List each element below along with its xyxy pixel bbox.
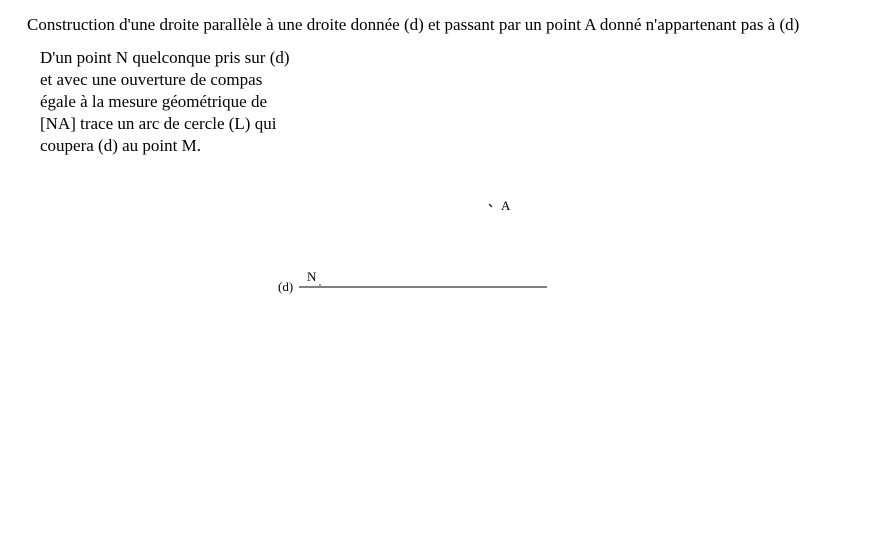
instruction-line: égale à la mesure géométrique de	[40, 92, 268, 111]
point-n-label: N	[307, 269, 317, 284]
point-a-mark	[489, 204, 492, 207]
page-title: Construction d'une droite parallèle à une droite donnée (d) et passant par un point A donné n'appartenant pas à (d)	[27, 15, 800, 34]
line-d-label: (d)	[278, 279, 294, 294]
instruction-line: D'un point N quelconque pris sur (d)	[40, 48, 290, 67]
point-n-mark	[319, 284, 320, 285]
instruction-line: et avec une ouverture de compas	[40, 70, 263, 89]
instruction-line: coupera (d) au point M.	[40, 136, 201, 155]
instruction-line: [NA] trace un arc de cercle (L) qui	[40, 114, 277, 133]
point-a-label: A	[501, 198, 511, 213]
